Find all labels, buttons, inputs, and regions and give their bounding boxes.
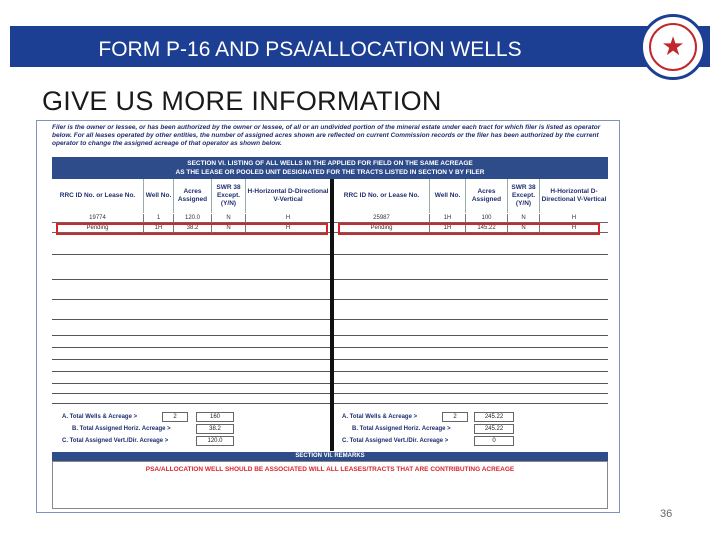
row-divider bbox=[52, 279, 330, 280]
cell-well: 1H bbox=[430, 214, 466, 223]
wells-table-left bbox=[52, 179, 330, 409]
left-total-vert: 120.0 bbox=[196, 436, 234, 446]
col-header-dir: H-Horizontal D-Directional V-Vertical bbox=[541, 188, 607, 203]
row-divider bbox=[334, 347, 608, 348]
col-header-swr: SWR 38 Except. (Y/N) bbox=[212, 179, 246, 213]
title-banner bbox=[10, 26, 710, 67]
cell-acres: 100 bbox=[466, 214, 508, 223]
row-divider bbox=[52, 393, 330, 394]
row-divider bbox=[52, 299, 330, 300]
col-header-swr: SWR 38 Except. (Y/N) bbox=[508, 179, 540, 213]
cell-well: 1H bbox=[144, 224, 174, 233]
row-divider bbox=[52, 347, 330, 348]
col-header-dir: H-Horizontal D-Directional V-Vertical bbox=[247, 188, 329, 203]
slide-number: 36 bbox=[660, 508, 673, 520]
cell-dir: H bbox=[571, 215, 577, 221]
cell-swr: N bbox=[508, 214, 540, 223]
table-divider bbox=[330, 179, 334, 451]
row-divider bbox=[334, 383, 608, 384]
cell-dir: H bbox=[571, 225, 577, 231]
col-header-well: Well No. bbox=[144, 179, 174, 213]
row-divider bbox=[334, 359, 608, 360]
total-wells-label: A. Total Wells & Acreage > bbox=[62, 414, 138, 420]
cell-rrc: 25987 bbox=[334, 214, 430, 223]
col-header-rrc: RRC ID No. or Lease No. bbox=[52, 179, 144, 213]
col-header-acres: Acres Assigned bbox=[174, 179, 212, 213]
cell-well: 1H bbox=[430, 224, 466, 233]
highlight-box-left bbox=[56, 223, 328, 235]
cell-dir: H bbox=[285, 225, 291, 231]
cell-swr: N bbox=[212, 224, 246, 233]
total-vert-label: C. Total Assigned Vert./Dir. Acreage > bbox=[62, 438, 169, 444]
total-horiz-label: B. Total Assigned Horiz. Acreage > bbox=[72, 426, 171, 432]
col-header-rrc: RRC ID No. or Lease No. bbox=[334, 179, 430, 213]
row-divider bbox=[334, 319, 608, 320]
row-divider bbox=[334, 393, 608, 394]
row-divider bbox=[52, 335, 330, 336]
cell-dir: H bbox=[285, 215, 291, 221]
section-7-header: SECTION VII. REMARKS bbox=[52, 452, 608, 461]
row-divider bbox=[334, 254, 608, 255]
seal-ring bbox=[649, 23, 697, 71]
seal-star-icon: ★ bbox=[661, 32, 685, 62]
row-divider bbox=[334, 371, 608, 372]
row-divider bbox=[52, 254, 330, 255]
row-divider bbox=[52, 383, 330, 384]
cell-acres: 145.22 bbox=[466, 224, 508, 233]
total-horiz-label-right: B. Total Assigned Horiz. Acreage > bbox=[352, 426, 451, 432]
row-divider bbox=[334, 279, 608, 280]
section-6-line-1: SECTION VI. LISTING OF ALL WELLS IN THE APPLIED FOR FIELD ON THE SAME ACREAGE bbox=[187, 160, 473, 167]
row-divider bbox=[334, 299, 608, 300]
left-total-horiz: 38.2 bbox=[196, 424, 234, 434]
row-divider bbox=[334, 403, 608, 404]
cell-rrc: 19774 bbox=[52, 214, 144, 223]
section-6-line-2: AS THE LEASE OR POOLED UNIT DESIGNATED FOR THE TRACTS LISTED IN SECTION V BY FILER bbox=[175, 169, 485, 176]
row-divider bbox=[52, 403, 330, 404]
table-row bbox=[334, 214, 608, 223]
wells-table-right bbox=[334, 179, 608, 409]
cell-acres: 38.2 bbox=[174, 224, 212, 233]
col-header-acres: Acres Assigned bbox=[466, 179, 508, 213]
filer-note: Filer is the owner or lessee, or has been authorized by the owner or lessee, of all or an undivided portion of the mineral estate under each tract for which filer is listed as operator below. For all leases operated by other entities, the number of assigned acres shown are reflected on current Commission records or the filer has been authorized by the current operator to change the assigned acreage of that operator as shown below. bbox=[52, 124, 601, 147]
cell-swr: N bbox=[212, 214, 246, 223]
cell-rrc: Pending bbox=[52, 224, 144, 233]
cell-acres: 120.0 bbox=[174, 214, 212, 223]
total-wells-label-right: A. Total Wells & Acreage > bbox=[342, 414, 418, 420]
row-divider bbox=[52, 371, 330, 372]
col-header-well: Well No. bbox=[430, 179, 466, 213]
banner-title: FORM P-16 AND PSA/ALLOCATION WELLS bbox=[98, 38, 522, 61]
table-row bbox=[52, 214, 330, 223]
row-divider bbox=[52, 359, 330, 360]
remark-text: PSA/ALLOCATION WELL SHOULD BE ASSOCIATED WILL ALL LEASES/TRACTS THAT ARE CONTRIBUTING ACREAGE bbox=[145, 466, 515, 473]
right-total-acreage: 245.22 bbox=[474, 412, 514, 422]
left-total-wells: 2 bbox=[162, 412, 188, 422]
railroad-commission-seal-icon bbox=[640, 14, 706, 80]
cell-rrc: Pending bbox=[334, 224, 430, 233]
row-divider bbox=[334, 335, 608, 336]
right-total-wells: 2 bbox=[442, 412, 468, 422]
row-divider bbox=[52, 319, 330, 320]
section-6-header bbox=[52, 157, 608, 179]
highlight-box-right bbox=[338, 223, 600, 235]
slide-subtitle: GIVE US MORE INFORMATION bbox=[42, 86, 442, 116]
right-total-horiz: 245.22 bbox=[474, 424, 514, 434]
total-vert-label-right: C. Total Assigned Vert./Dir. Acreage > bbox=[342, 438, 449, 444]
right-total-vert: 0 bbox=[474, 436, 514, 446]
cell-swr: N bbox=[508, 224, 540, 233]
left-total-acreage: 160 bbox=[196, 412, 234, 422]
cell-well: 1 bbox=[144, 214, 174, 223]
